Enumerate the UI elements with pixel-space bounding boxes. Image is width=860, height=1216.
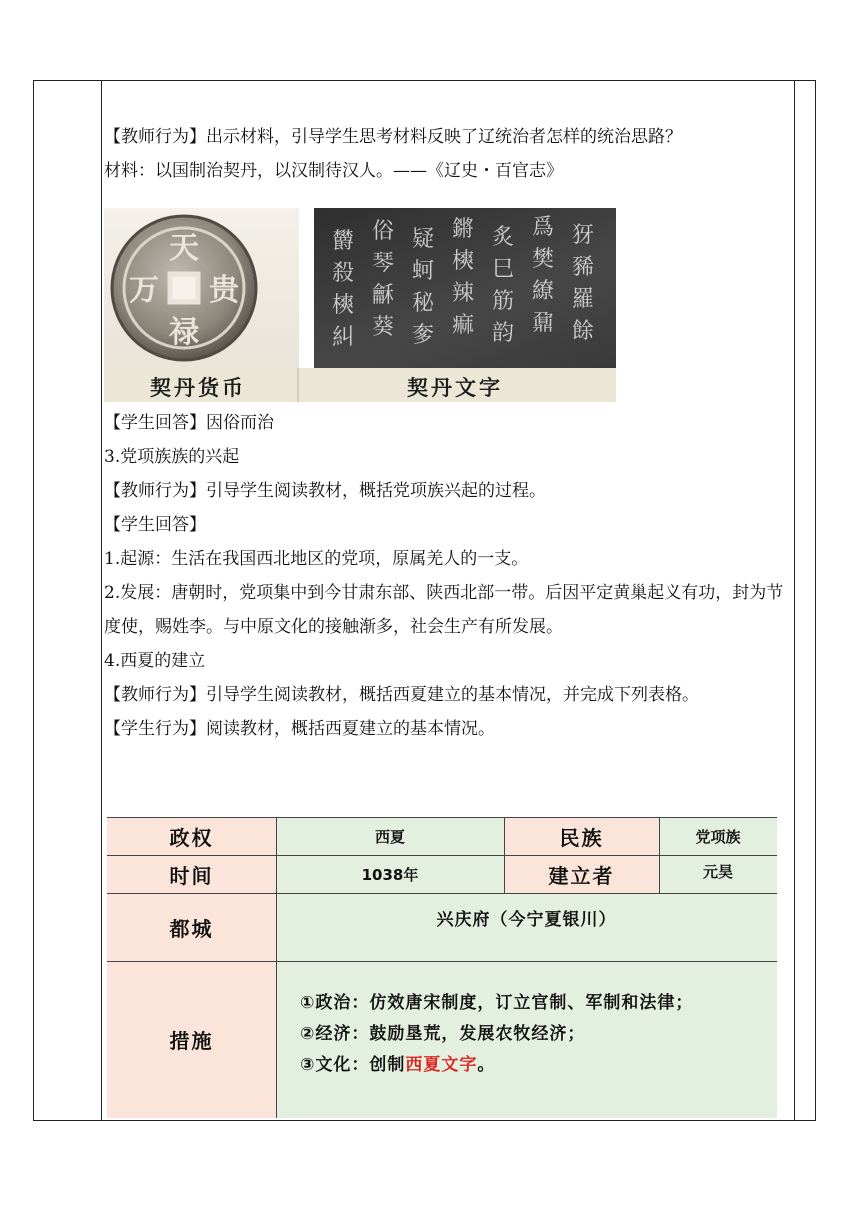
svg-text:欝: 欝 [332, 229, 355, 254]
material-quote: 材料：以国制治契丹，以汉制待汉人。——《辽史・百官志》 [104, 161, 563, 181]
teacher-action-3: 【教师行为】引导学生阅读教材，概括西夏建立的基本情况，并完成下列表格。 [104, 685, 699, 705]
svg-text:筋: 筋 [492, 289, 515, 314]
svg-text:龢: 龢 [372, 283, 395, 308]
lesson-content [104, 120, 794, 746]
svg-text:韵: 韵 [492, 321, 515, 346]
xixia-script-highlight: 西夏文字 [405, 1055, 478, 1075]
svg-text:辣: 辣 [452, 281, 475, 306]
svg-text:俗: 俗 [372, 219, 395, 244]
measures-list [300, 988, 770, 1081]
teacher-action-1: 【教师行为】出示材料，引导学生思考材料反映了辽统治者怎样的统治思路？ [104, 127, 682, 147]
caption-separator [297, 368, 299, 402]
table-border-top [107, 817, 777, 818]
svg-text:繚: 繚 [532, 279, 555, 304]
time-value: 1038年 [276, 855, 504, 893]
western-xia-table [107, 817, 777, 1118]
khitan-coin-image [104, 208, 299, 368]
svg-text:痲: 痲 [452, 313, 475, 338]
column-divider-left [101, 80, 102, 1121]
svg-text:疑: 疑 [412, 227, 435, 252]
svg-text:鏘: 鏘 [452, 217, 475, 242]
development-point: 2.发展：唐朝时，党项集中到今甘肃东部、陕西北部一带。后因平定黄巢起义有功，封为节度使，赐姓李。与中原文化的接触渐多，社会生产有所发展。 [104, 583, 784, 637]
measures-label: 措施 [107, 961, 276, 1118]
svg-text:巳: 巳 [492, 257, 515, 282]
table-border-row1 [107, 855, 777, 856]
student-answer-2: 【学生回答】 [104, 515, 206, 535]
script-caption: 契丹文字 [407, 375, 503, 400]
coin-caption: 契丹货币 [150, 375, 246, 400]
founder-label: 建立者 [504, 855, 659, 893]
regime-label: 政权 [107, 817, 276, 855]
svg-text:蚵: 蚵 [412, 259, 435, 284]
section-heading-3: 3.党项族族的兴起 [104, 447, 240, 467]
coin-char-top: 天 [169, 231, 199, 266]
section-heading-4: 4.西夏的建立 [104, 651, 206, 671]
founder-value: 元昊 [659, 855, 777, 893]
table-border-col2 [504, 817, 505, 893]
coin-char-right: 贵 [209, 273, 239, 308]
table-border-col1 [276, 817, 277, 1118]
table-border-row3 [107, 961, 777, 962]
svg-text:樊: 樊 [532, 247, 555, 272]
khitan-script-image [314, 208, 616, 368]
svg-text:糾: 糾 [332, 325, 355, 350]
svg-text:琴: 琴 [372, 251, 395, 276]
student-action: 【学生行为】阅读教材，概括西夏建立的基本情况。 [104, 719, 495, 739]
svg-text:殺: 殺 [332, 261, 355, 286]
svg-text:樉: 樉 [452, 249, 475, 274]
table-border-col3 [659, 817, 660, 893]
svg-text:樉: 樉 [332, 293, 355, 318]
svg-text:葵: 葵 [372, 315, 395, 340]
svg-text:羅: 羅 [572, 287, 595, 312]
measure-economy: ②经济：鼓励垦荒，发展农牧经济； [300, 1024, 586, 1044]
time-label: 时间 [107, 855, 276, 893]
capital-label: 都城 [107, 893, 276, 961]
student-answer-1: 【学生回答】因俗而治 [104, 413, 274, 433]
svg-text:爲: 爲 [532, 215, 555, 240]
table-border-row2 [107, 893, 777, 894]
ethnic-label: 民族 [504, 817, 659, 855]
measure-culture: ③文化：创制西夏文字。 [300, 1055, 496, 1075]
khitan-images [104, 208, 616, 402]
measure-politics: ①政治：仿效唐宋制度，订立官制、军制和法律； [300, 993, 694, 1013]
capital-value: 兴庆府（今宁夏银川） [276, 893, 777, 961]
teacher-action-2: 【教师行为】引导学生阅读教材，概括党项族兴起的过程。 [104, 481, 546, 501]
column-divider-right [794, 80, 795, 1121]
regime-value: 西夏 [276, 817, 504, 855]
svg-text:奓: 奓 [412, 323, 435, 348]
svg-text:秘: 秘 [412, 291, 435, 316]
origin-point: 1.起源：生活在我国西北地区的党项，原属羌人的一支。 [104, 549, 529, 569]
coin-char-bottom: 禄 [169, 315, 199, 350]
coin-char-left: 万 [129, 273, 159, 308]
svg-text:鼐: 鼐 [532, 311, 555, 336]
svg-text:犽: 犽 [572, 223, 595, 248]
ethnic-value: 党项族 [659, 817, 777, 855]
svg-text:餘: 餘 [572, 319, 595, 344]
svg-text:豨: 豨 [572, 255, 595, 280]
svg-text:炙: 炙 [492, 225, 515, 250]
